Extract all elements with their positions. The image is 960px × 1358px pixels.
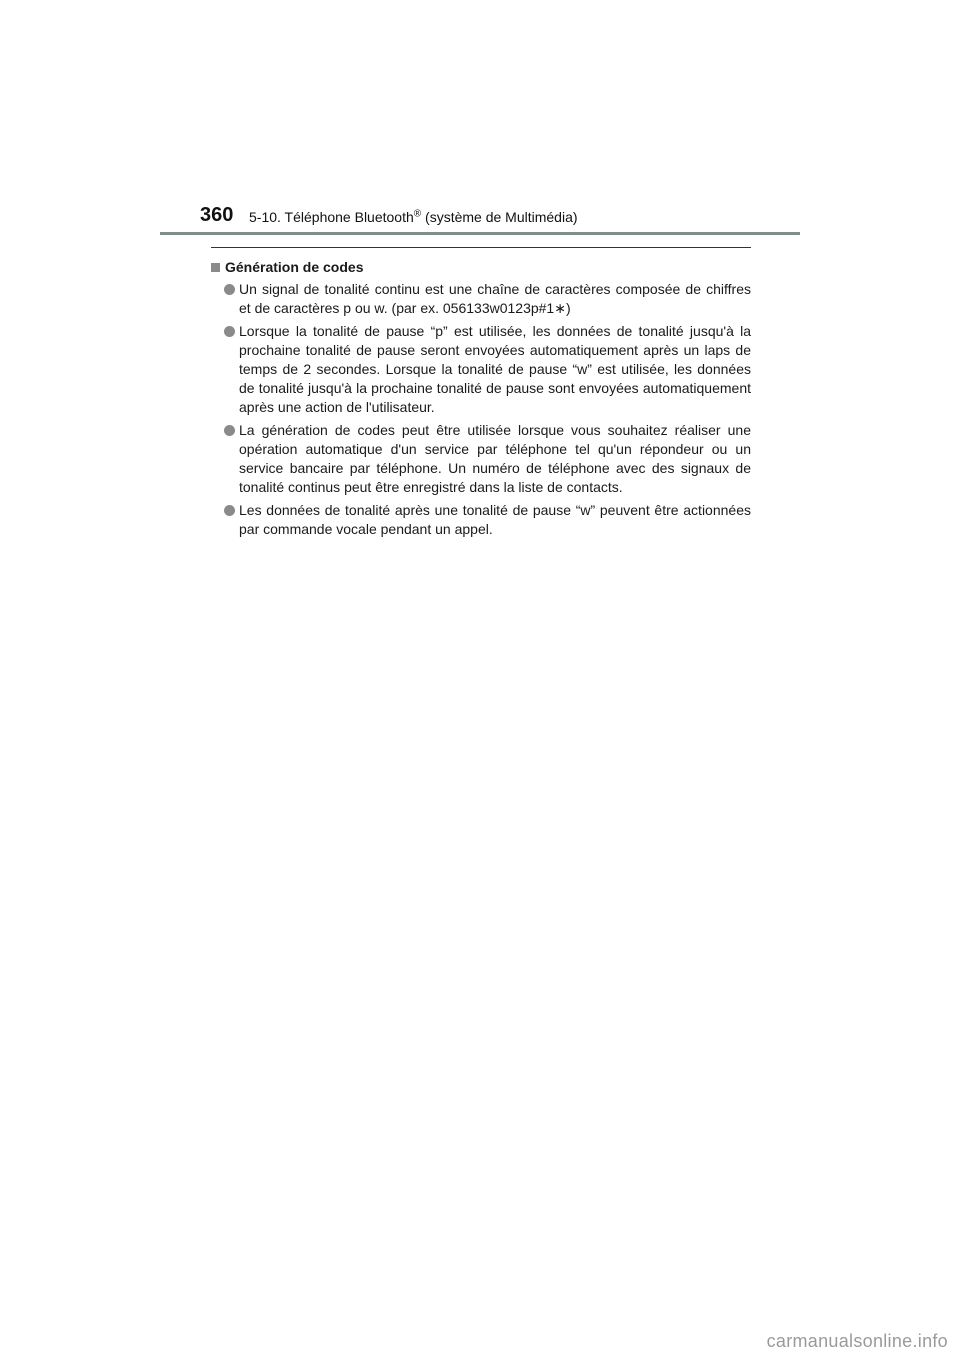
running-title: [249, 208, 578, 226]
running-title-main: 5-10. Téléphone Bluetooth: [249, 209, 414, 225]
section-title: [211, 258, 751, 276]
circle-bullet-icon: [224, 284, 235, 295]
registered-mark: ®: [413, 208, 422, 220]
running-title-suffix: (système de Multimédia): [421, 209, 578, 225]
list-item: [211, 501, 751, 539]
circle-bullet-icon: [224, 326, 235, 337]
page-number: 360: [200, 204, 234, 226]
list-item-text: Un signal de tonalité continu est une chaîne de caractères composée de chiffres et de caractères p ou w. (par ex. 056133w0123p#1∗): [239, 281, 751, 316]
watermark: carmanualsonline.info: [766, 1331, 948, 1351]
section-title-text: Génération de codes: [225, 259, 364, 275]
list-item: [211, 280, 751, 318]
circle-bullet-icon: [224, 505, 235, 516]
list-item-text: Lorsque la tonalité de pause “p” est utilisée, les données de tonalité jusqu'à la prochaine tonalité de pause seront envoyées automatiquement après un laps de temps de 2 secondes. Lorsque la tonalité de pause “w” est utilisée, les données de tonalité jusqu'à la prochaine tonalité de pause sont envoyées automatiquement après une action de l'utilisateur.: [239, 323, 751, 415]
square-bullet-icon: [211, 263, 220, 272]
list-item: [211, 322, 751, 417]
list-item: [211, 421, 751, 497]
header-rule: [160, 232, 800, 235]
circle-bullet-icon: [224, 425, 235, 436]
list-item-text: La génération de codes peut être utilisée lorsque vous souhaitez réaliser une opération automatique d'un service par téléphone tel qu'un répondeur ou un service bancaire par téléphone. Un numéro de téléphone avec des signaux de tonalité continus peut être enregistré dans la liste de contacts.: [239, 422, 751, 495]
list-item-text: Les données de tonalité après une tonalité de pause “w” peuvent être actionnées par commande vocale pendant un appel.: [239, 502, 751, 537]
content-section: [211, 247, 751, 539]
